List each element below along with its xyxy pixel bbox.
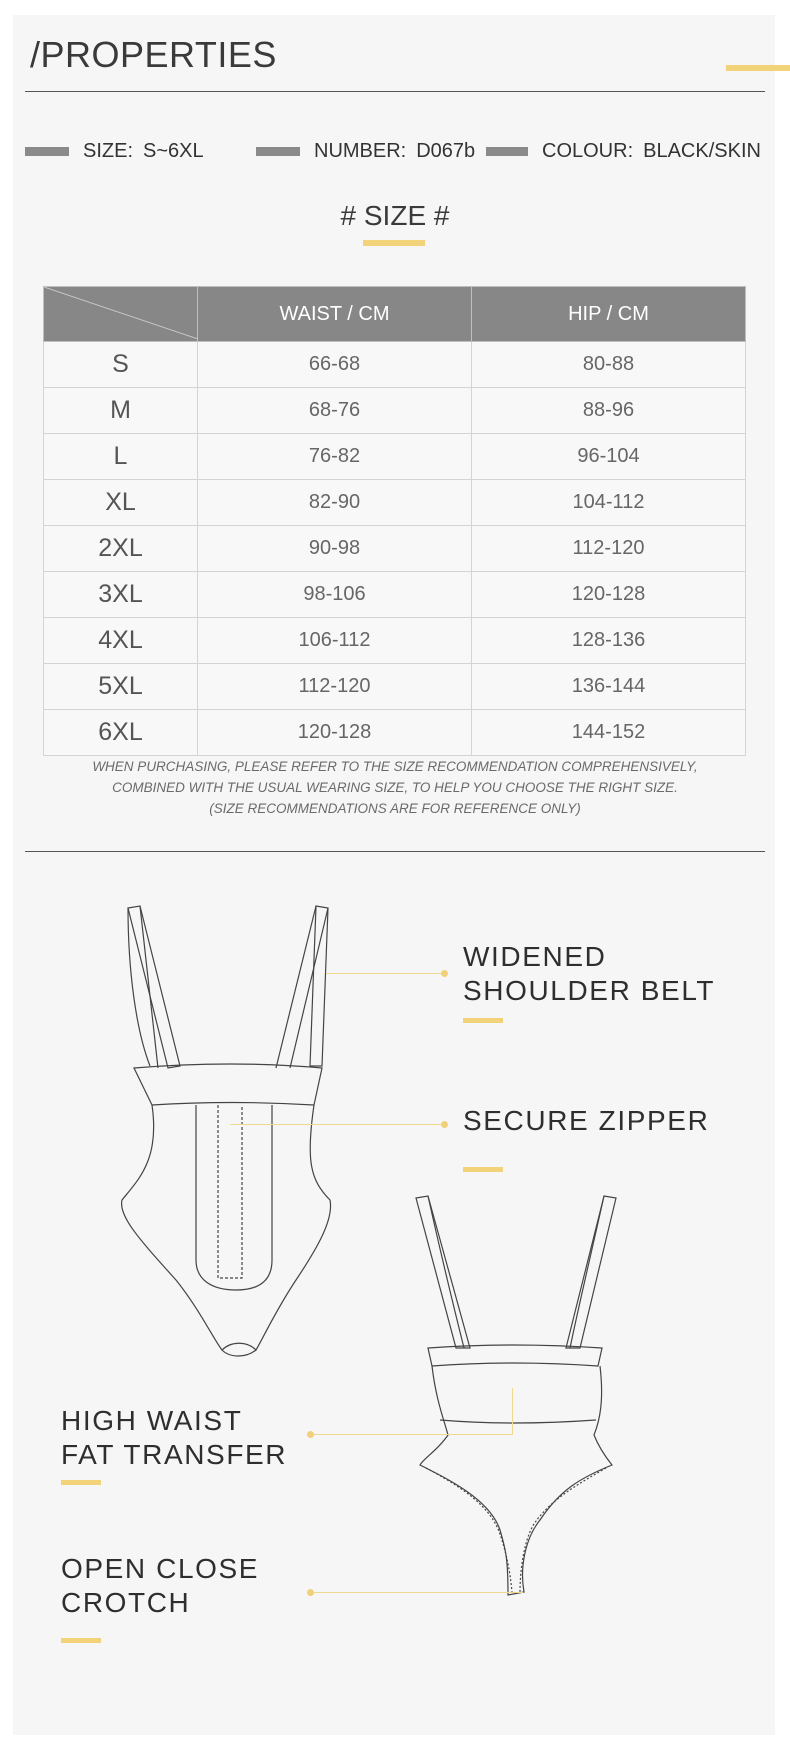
hip-value: 128-136 [472,618,746,664]
property-label: COLOUR: [542,140,634,162]
size-accent-bar [363,240,425,246]
property-size [25,140,204,163]
waist-value: 112-120 [198,664,472,710]
note-line: (SIZE RECOMMENDATIONS ARE FOR REFERENCE ONLY) [209,801,581,816]
waist-value: 106-112 [198,618,472,664]
hip-value: 136-144 [472,664,746,710]
hip-value: 112-120 [472,526,746,572]
hip-value: 88-96 [472,388,746,434]
leader-dot [307,1589,314,1596]
hip-value: 104-112 [472,480,746,526]
feature-label: FAT TRANSFER [61,1439,288,1470]
property-value: BLACK/SKIN [643,140,761,162]
property-number [256,140,475,163]
hip-value: 144-152 [472,710,746,756]
bullet-bar [486,147,528,156]
section-divider [25,851,765,852]
leader-line [326,973,444,974]
corner-cell [44,287,198,342]
title-accent-bar [726,65,790,71]
bullet-bar [25,147,69,156]
size-label: L [44,434,198,480]
column-header-hip: HIP / CM [472,287,746,342]
table-row [44,342,746,388]
table-row [44,388,746,434]
waist-value: 90-98 [198,526,472,572]
table-row [44,526,746,572]
note-line: WHEN PURCHASING, PLEASE REFER TO THE SIZE RECOMMENDATION COMPREHENSIVELY, [92,759,698,774]
column-header-waist: WAIST / CM [198,287,472,342]
property-label: SIZE: [83,140,134,162]
size-table [43,286,746,756]
property-value: D067b [416,140,476,162]
title-divider [25,91,765,92]
feature-secure-zipper [463,1104,709,1138]
table-row [44,434,746,480]
size-table-header [44,287,746,342]
size-label: S [44,342,198,388]
size-label: 3XL [44,572,198,618]
feature-accent-bar [463,1018,503,1023]
leader-dot [307,1431,314,1438]
size-label: 6XL [44,710,198,756]
table-row [44,572,746,618]
waist-value: 66-68 [198,342,472,388]
page-title: /PROPERTIES [30,34,277,75]
leader-line [313,1592,523,1593]
hip-value: 80-88 [472,342,746,388]
hip-value: 96-104 [472,434,746,480]
waist-value: 98-106 [198,572,472,618]
hip-value: 120-128 [472,572,746,618]
table-row [44,480,746,526]
leader-line [313,1434,513,1435]
waist-value: 76-82 [198,434,472,480]
waist-value: 120-128 [198,710,472,756]
property-colour [486,140,761,163]
size-label: 5XL [44,664,198,710]
table-row [44,664,746,710]
note-line: COMBINED WITH THE USUAL WEARING SIZE, TO HELP YOU CHOOSE THE RIGHT SIZE. [112,780,678,795]
feature-label: HIGH WAIST [61,1405,243,1436]
leader-dot [441,970,448,977]
bullet-bar [256,147,300,156]
back-bodysuit-icon [416,1196,616,1595]
size-label: 2XL [44,526,198,572]
size-note [0,756,790,819]
waist-value: 68-76 [198,388,472,434]
size-label: 4XL [44,618,198,664]
feature-label: CROTCH [61,1587,191,1618]
feature-label: SHOULDER BELT [463,975,716,1006]
feature-open-crotch [61,1552,259,1620]
feature-label: WIDENED [463,941,607,972]
feature-label: OPEN CLOSE [61,1553,260,1584]
size-label: XL [44,480,198,526]
table-row [44,710,746,756]
front-bodysuit-icon [122,906,331,1356]
feature-accent-bar [61,1638,101,1643]
property-value: S~6XL [143,140,204,162]
leader-dot [441,1121,448,1128]
feature-shoulder-belt [463,940,715,1008]
size-label: M [44,388,198,434]
feature-label: SECURE ZIPPER [463,1105,710,1136]
leader-line [230,1124,444,1125]
diagonal-line-icon [44,287,198,339]
leader-line [512,1388,513,1434]
size-section-title: # SIZE # [340,200,450,231]
feature-high-waist [61,1404,287,1472]
feature-accent-bar [61,1480,101,1485]
table-row [44,618,746,664]
property-label: NUMBER: [314,140,407,162]
feature-accent-bar [463,1167,503,1172]
waist-value: 82-90 [198,480,472,526]
